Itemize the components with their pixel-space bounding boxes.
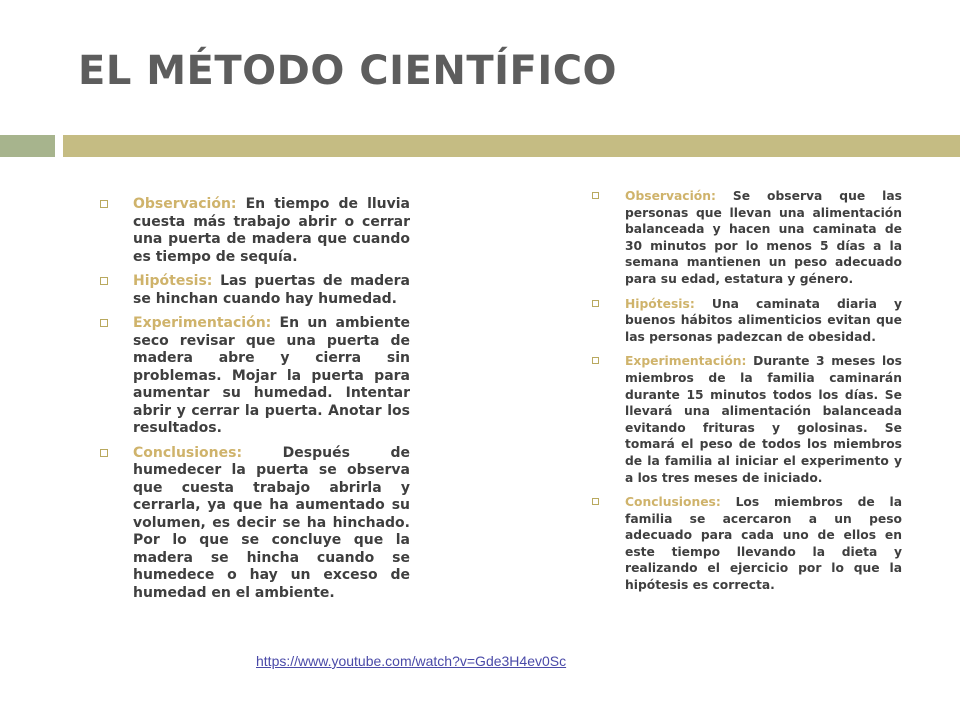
square-bullet-icon (592, 300, 599, 307)
square-bullet-icon (592, 357, 599, 364)
square-bullet-icon (100, 319, 108, 327)
item-label: Experimentación: (625, 354, 747, 369)
accent-bar-left (0, 135, 55, 157)
item-text: Se observa que las personas que llevan una alimentación balanceada y hacen una caminata de 30 minutos por lo menos 5 días a la semana mantienen un peso adecuado para su edad, estatura y género. (625, 189, 902, 286)
square-bullet-icon (592, 498, 599, 505)
item-label: Experimentación: (133, 315, 272, 331)
list-item-hipotesis (100, 273, 410, 308)
item-text: Después de humedecer la puerta se observa que cuesta trabajo abrirla y cerrarla, ya que ha aumentado su volumen, es decir se ha hinchado. Por lo que se concluye que la madera se hincha cuando se humedece o hay un exceso de humedad en el ambiente. (133, 444, 411, 601)
item-label: Hipótesis: (625, 296, 695, 311)
square-bullet-icon (100, 200, 108, 208)
list-item-observacion (100, 196, 410, 266)
square-bullet-icon (100, 449, 108, 457)
square-bullet-icon (592, 192, 599, 199)
item-label: Hipótesis: (133, 273, 213, 289)
list-item-experimentacion (592, 353, 902, 486)
item-label: Conclusiones: (625, 495, 721, 510)
square-bullet-icon (100, 277, 108, 285)
youtube-link[interactable]: https://www.youtube.com/watch?v=Gde3H4ev0Sc (256, 653, 567, 669)
page-title: EL MÉTODO CIENTÍFICO (78, 48, 618, 94)
left-column (100, 196, 410, 609)
item-text: Durante 3 meses los miembros de la familia caminarán durante 15 minutos todos los días. Se llevará una alimentación balanceada evitando frituras y golosinas. Se tomará el peso de todos los miembros de la familia al iniciar el experimento y a los tres meses de iniciado. (625, 354, 902, 485)
accent-bar-right (63, 135, 960, 157)
list-item-conclusiones (100, 445, 410, 603)
list-item-conclusiones (592, 494, 902, 594)
item-text: Una caminata diaria y buenos hábitos alimenticios evitan que las personas padezcan de obesidad. (625, 296, 903, 344)
list-item-hipotesis (592, 296, 902, 346)
list-item-experimentacion (100, 315, 410, 438)
item-text: En tiempo de lluvia cuesta más trabajo abrir o cerrar una puerta de madera que cuando es tiempo de sequía. (133, 196, 410, 265)
list-item-observacion (592, 188, 902, 288)
item-label: Observación: (625, 189, 716, 203)
item-text: Los miembros de la familia se acercaron a un peso adecuado para cada uno de ellos en este tiempo llevando la dieta y realizando el ejercicio por lo que la hipótesis es correcta. (625, 495, 902, 593)
right-column (592, 188, 902, 602)
item-label: Observación: (133, 196, 237, 212)
item-label: Conclusiones: (133, 444, 243, 461)
item-text: En un ambiente seco revisar que una puerta de madera abre y cierra sin problemas. Mojar la puerta para aumentar su humedad. Intentar abrir y cerrar la puerta. Anotar los resultados. (133, 315, 411, 436)
item-text: Las puertas de madera se hinchan cuando hay humedad. (133, 273, 410, 307)
